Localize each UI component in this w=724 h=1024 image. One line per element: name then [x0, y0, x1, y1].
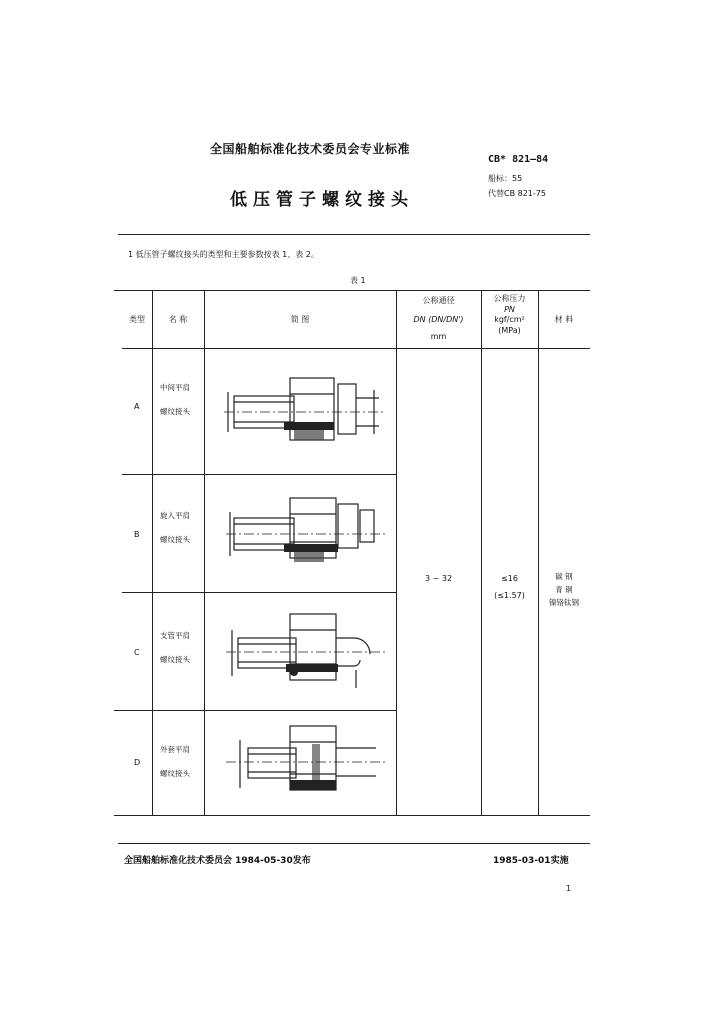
- header-pressure-line3: kgf/cm²: [494, 315, 525, 324]
- table-caption: 表 1: [350, 276, 366, 285]
- row-b-name-line1: 旋入平肩: [160, 511, 190, 520]
- header-material: 材 料: [554, 315, 574, 324]
- row-a-type: A: [134, 402, 140, 411]
- material-line2: 青 铜: [555, 585, 573, 594]
- pressure-value-line2: (≤1.57): [494, 591, 525, 600]
- issue-statement: 全国船舶标准化技术委员会 1984-05-30发布: [124, 856, 311, 866]
- header-diameter-line1: 公称通径: [422, 296, 455, 305]
- material-values: [538, 570, 590, 609]
- header-diameter-line2: DN (DN/DN'): [413, 315, 464, 324]
- row-b-name: [160, 504, 190, 552]
- row-divider-cd: [114, 710, 396, 711]
- row-a-name-line1: 中间平肩: [160, 383, 190, 392]
- row-divider-ab: [122, 474, 396, 475]
- header-type: 类型: [129, 315, 145, 324]
- row-a-name: [160, 376, 190, 424]
- row-a-name-line2: 螺纹接头: [160, 407, 190, 416]
- header-pressure: [481, 294, 538, 336]
- material-line3: 镍铬钛钢: [549, 598, 579, 607]
- row-d-type: D: [134, 758, 141, 767]
- col-divider-diagram: [396, 290, 397, 816]
- row-c-name-line1: 支管平肩: [160, 631, 190, 640]
- material-line1: 碳 钢: [555, 572, 573, 581]
- parameter-table: [114, 290, 590, 816]
- intro-paragraph: 1 低压管子螺纹接头的类型和主要参数按表 1、表 2。: [128, 250, 319, 259]
- header-pressure-line1: 公称压力: [493, 294, 526, 303]
- pressure-value-line1: ≤16: [501, 574, 518, 583]
- header-diameter-line3: mm: [430, 332, 447, 341]
- diagram-a: [224, 372, 384, 452]
- row-b-name-line2: 螺纹接头: [160, 535, 190, 544]
- header-pressure-line2: PN: [504, 304, 515, 314]
- diameter-value: 3 ~ 32: [424, 574, 453, 583]
- col-divider-diameter: [481, 290, 482, 816]
- replaces-standard: 代替CB 821-75: [488, 189, 546, 198]
- row-c-type: C: [134, 648, 140, 657]
- row-c-name: [160, 624, 190, 672]
- diagram-d: [226, 718, 386, 806]
- footer-rule: [118, 843, 590, 844]
- header-diagram: 简 图: [290, 315, 310, 324]
- header-name: 名 称: [168, 315, 188, 324]
- row-d-name-line2: 螺纹接头: [160, 769, 190, 778]
- diagram-c: [226, 608, 386, 694]
- row-c-name-line2: 螺纹接头: [160, 655, 190, 664]
- col-divider-pressure: [538, 290, 539, 816]
- page-number: 1: [566, 884, 572, 893]
- header-pressure-line4: (MPa): [498, 325, 521, 335]
- standard-code: CB* 821—84: [488, 154, 549, 165]
- row-b-type: B: [134, 530, 140, 539]
- row-d-name-line1: 外套平肩: [160, 745, 190, 754]
- row-divider-bc: [122, 592, 396, 593]
- col-divider-type: [152, 290, 153, 816]
- header-bottom-rule: [122, 348, 590, 349]
- table-bottom-rule: [114, 815, 590, 816]
- category-code: 船标：55: [488, 174, 523, 183]
- col-divider-name: [204, 290, 205, 816]
- row-d-name: [160, 738, 190, 786]
- issuing-organization: 全国船舶标准化技术委员会专业标准: [210, 142, 411, 156]
- header-diameter: [396, 294, 481, 343]
- effective-date: 1985-03-01实施: [493, 856, 569, 866]
- table-top-rule: [114, 290, 590, 291]
- header-rule: [118, 234, 590, 235]
- diagram-b: [226, 490, 386, 574]
- pressure-value: [481, 572, 538, 602]
- document-title: 低压管子螺纹接头: [230, 190, 414, 210]
